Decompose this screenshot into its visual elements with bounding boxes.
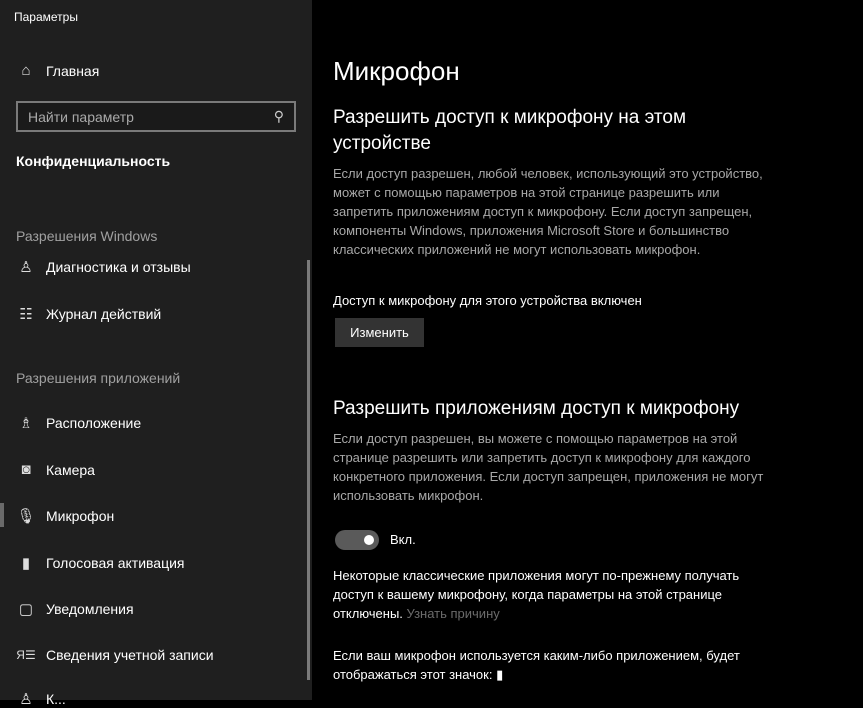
home-icon: ⌂	[21, 62, 31, 79]
in-use-note	[333, 646, 783, 684]
sidebar	[0, 0, 312, 708]
nav-account-info[interactable]	[16, 647, 214, 663]
learn-why-link[interactable]: Узнать причину	[406, 606, 500, 621]
nav-label: Журнал действий	[46, 306, 162, 322]
search-input[interactable]	[16, 101, 296, 132]
classic-apps-note	[333, 566, 783, 623]
nav-microphone[interactable]	[16, 507, 114, 525]
nav-voice-activation[interactable]	[16, 554, 185, 572]
activity-history-icon: ☷	[19, 306, 33, 323]
change-button[interactable]: Изменить	[335, 318, 424, 347]
selected-indicator	[0, 503, 4, 527]
account-info-icon: Я☰	[16, 648, 36, 662]
device-status: Доступ к микрофону для этого устройства включен	[333, 293, 642, 308]
apps-access-toggle[interactable]	[335, 530, 379, 550]
nav-camera[interactable]	[16, 461, 95, 478]
in-use-text: Если ваш микрофон используется каким-либо приложением, будет отображаться этот значок:	[333, 648, 740, 682]
nav-label: Диагностика и отзывы	[46, 259, 191, 275]
nav-label: Сведения учетной записи	[46, 647, 214, 663]
contacts-icon: ♙	[19, 691, 33, 708]
nav-label: Главная	[46, 62, 100, 79]
camera-icon: ◙	[21, 461, 31, 478]
nav-contacts[interactable]	[16, 690, 66, 708]
nav-home[interactable]	[16, 62, 99, 79]
device-description: Если доступ разрешен, любой человек, использующий это устройство, может с помощью параметров на этой странице разрешить или запретить приложениям доступ к микрофону. Если доступ запрещен, компоненты Windows, приложения Microsoft Store и большинство классических приложений не могут использовать микрофон.	[333, 166, 763, 257]
location-icon: ♗	[19, 415, 33, 432]
nav-label: Уведомления	[46, 601, 134, 617]
search-placeholder: Найти параметр	[28, 108, 134, 125]
toggle-label: Вкл.	[390, 532, 416, 547]
nav-notifications[interactable]	[16, 600, 134, 618]
app-title: Параметры	[14, 10, 78, 24]
nav-label: Камера	[46, 461, 95, 478]
nav-feedback[interactable]	[16, 258, 191, 276]
nav-label: К...	[46, 691, 66, 707]
device-heading: Разрешить доступ к микрофону на этом устройстве	[333, 107, 687, 154]
microphone-in-use-icon: ▮	[496, 667, 504, 682]
category-title: Конфиденциальность	[16, 153, 171, 169]
search-icon[interactable]: ⚲	[273, 108, 284, 124]
notifications-icon: ▢	[18, 601, 34, 618]
page-title: Микрофон	[333, 56, 460, 86]
nav-activity-history[interactable]	[16, 305, 161, 323]
feedback-icon: ♙	[19, 259, 33, 276]
nav-label: Микрофон	[46, 508, 115, 524]
apps-description: Если доступ разрешен, вы можете с помощью параметров на этой странице разрешить или запретить доступ к микрофону для каждого конкретного приложения. Если доступ запрещен, приложения не могут использовать микрофон.	[333, 431, 764, 503]
nav-location[interactable]	[16, 414, 141, 432]
scrollbar[interactable]	[307, 260, 310, 680]
nav-label: Голосовая активация	[46, 555, 185, 571]
apps-heading: Разрешить приложениям доступ к микрофону	[333, 398, 740, 419]
voice-activation-icon: ▮	[21, 555, 31, 572]
classic-note-text: Некоторые классические приложения могут по-прежнему получать доступ к вашему микрофону, когда параметры на этой странице отключены.	[333, 568, 740, 621]
section-header: Разрешения Windows	[16, 228, 158, 244]
nav-label: Расположение	[46, 415, 142, 431]
section-header: Разрешения приложений	[16, 370, 181, 386]
microphone-icon: 🎙︎	[16, 508, 36, 525]
